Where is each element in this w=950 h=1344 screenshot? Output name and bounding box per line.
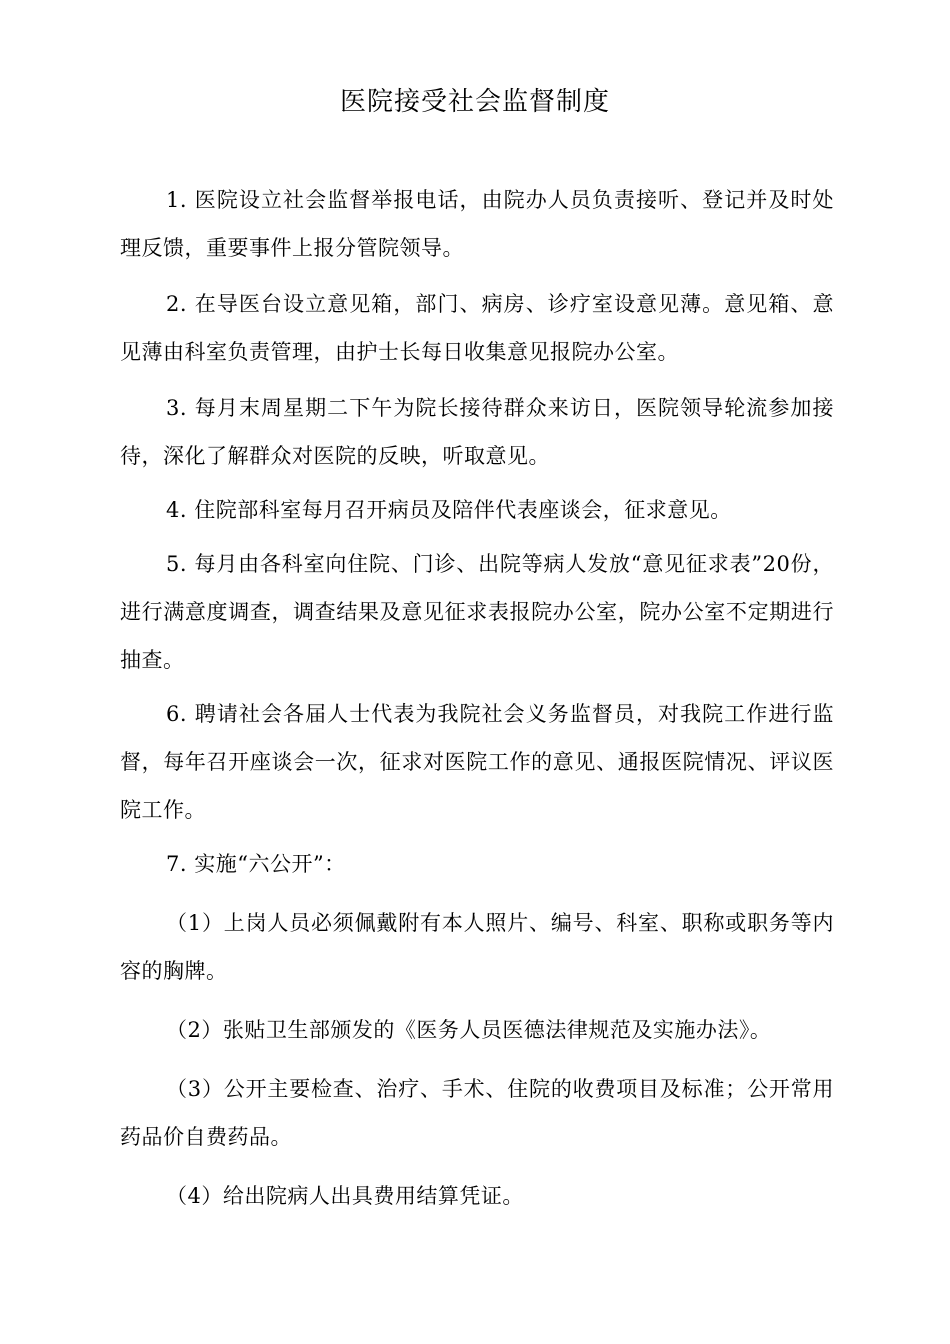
paragraph-4: 4. 住院部科室每月召开病员及陪伴代表座谈会，征求意见。 [166,498,732,522]
paragraph-1: 1. 医院设立社会监督举报电话，由院办人员负责接听、登记并及时处理反馈，重要事件上报分管院领导。 [120,188,834,260]
document-title: 医院接受社会监督制度 [339,87,610,117]
paragraph-6: 6. 聘请社会各届人士代表为我院社会义务监督员，对我院工作进行监督，每年召开座谈会一次，征求对医院工作的意见、通报医院情况、评议医院工作。 [120,702,834,822]
sub-item-1: （1）上岗人员必须佩戴附有本人照片、编号、科室、职称或职务等内容的胸牌。 [120,911,834,983]
sub-item-2: （2）张贴卫生部颁发的《医务人员医德法律规范及实施办法》。 [166,1018,772,1042]
sub-item-4: （4）给出院病人出具费用结算凭证。 [166,1184,524,1208]
document-body [120,176,834,1220]
paragraph-2: 2. 在导医台设立意见箱，部门、病房、诊疗室设意见薄。意见箱、意见薄由科室负责管理，由护士长每日收集意见报院办公室。 [120,292,834,364]
paragraph-5: 5. 每月由各科室向住院、门诊、出院等病人发放“意见征求表”20份，进行满意度调查，调查结果及意见征求表报院办公室，院办公室不定期进行抽查。 [120,552,834,672]
sub-item-3: （3）公开主要检查、治疗、手术、住院的收费项目及标准；公开常用药品价自费药品。 [120,1077,834,1149]
paragraph-3: 3. 每月末周星期二下午为院长接待群众来访日，医院领导轮流参加接待，深化了解群众对医院的反映，听取意见。 [120,396,834,468]
paragraph-7: 7. 实施“六公开”： [166,852,346,876]
